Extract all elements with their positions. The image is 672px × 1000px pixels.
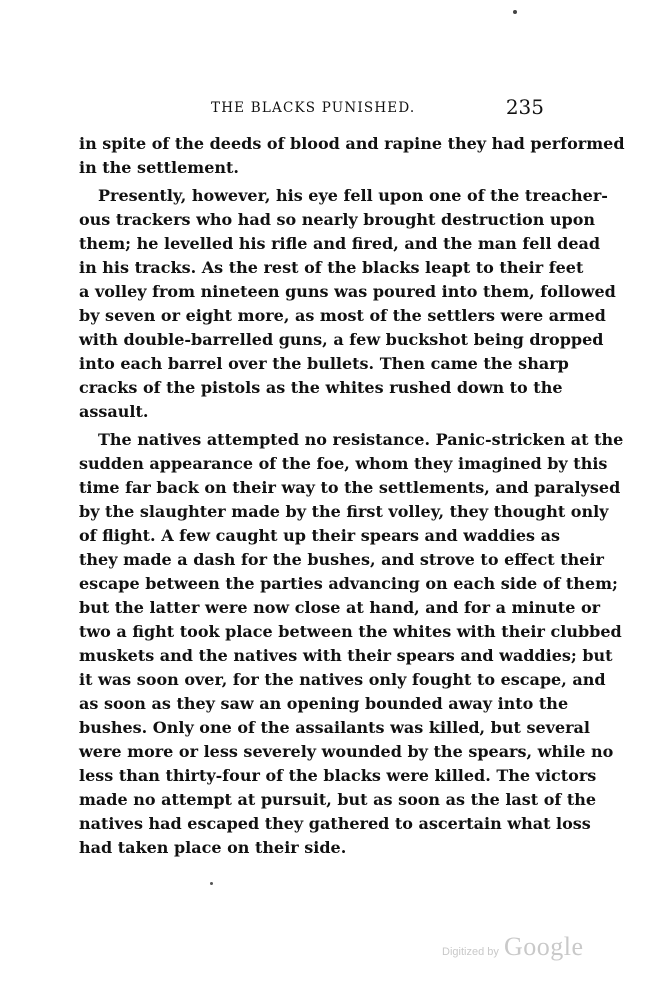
paragraph-2	[79, 184, 616, 424]
text-line: ous trackers who had so nearly brought destruction upon	[79, 210, 596, 229]
paragraph-3	[79, 428, 624, 860]
text-line: had taken place on their side.	[79, 838, 347, 857]
text-line: as soon as they saw an opening bounded away into the	[79, 694, 569, 713]
text-line: but the latter were now close at hand, and for a minute or	[79, 598, 601, 617]
text-line: assault.	[79, 402, 149, 421]
paragraph-1	[79, 132, 625, 180]
text-line: two a fight took place between the whites with their clubbed	[79, 622, 622, 641]
text-line: into each barrel over the bullets. Then came the sharp	[79, 354, 569, 373]
text-line: sudden appearance of the foe, whom they imagined by this	[79, 454, 608, 473]
text-line: of flight. A few caught up their spears and waddies as	[79, 526, 561, 545]
watermark-logo: Google	[503, 932, 584, 961]
text-line: The natives attempted no resistance. Panic-stricken at the	[98, 430, 624, 449]
text-line: them; he levelled his rifle and fired, and the man fell dead	[79, 234, 601, 253]
text-line: they made a dash for the bushes, and strove to effect their	[79, 550, 604, 569]
text-line: bushes. Only one of the assailants was killed, but several	[79, 718, 590, 737]
text-line: in spite of the deeds of blood and rapine they had performed	[79, 134, 625, 153]
text-line: muskets and the natives with their spears and waddies; but	[79, 646, 613, 665]
text-line: escape between the parties advancing on each side of them;	[79, 574, 618, 593]
text-line: in the settlement.	[79, 158, 239, 177]
text-line: by seven or eight more, as most of the settlers were armed	[79, 306, 606, 325]
page-mark	[513, 10, 517, 14]
body-text	[79, 132, 625, 860]
text-line: a volley from nineteen guns was poured into them, followed	[79, 282, 616, 301]
text-line: were more or less severely wounded by the spears, while no	[79, 742, 614, 761]
running-head	[79, 97, 544, 125]
text-line: made no attempt at pursuit, but as soon as the last of the	[79, 790, 597, 809]
running-title: THE BLACKS PUNISHED.	[211, 100, 416, 116]
ink-speck	[210, 882, 213, 885]
text-line: cracks of the pistols as the whites rushed down to the	[79, 378, 563, 397]
text-line: time far back on their way to the settlements, and paralysed	[79, 478, 621, 497]
text-line: less than thirty-four of the blacks were killed. The victors	[79, 766, 597, 785]
text-line: natives had escaped they gathered to ascertain what loss	[79, 814, 591, 833]
text-line: Presently, however, his eye fell upon one of the treacher-	[98, 186, 608, 205]
watermark-prefix: Digitized by	[442, 946, 499, 958]
text-line: in his tracks. As the rest of the blacks leapt to their feet	[79, 258, 584, 277]
page-number: 235	[505, 95, 544, 119]
digitized-watermark	[442, 932, 584, 962]
text-line: by the slaughter made by the first volley, they thought only	[79, 502, 609, 521]
text-line: with double-barrelled guns, a few buckshot being dropped	[79, 330, 604, 349]
text-line: it was soon over, for the natives only fought to escape, and	[79, 670, 606, 689]
